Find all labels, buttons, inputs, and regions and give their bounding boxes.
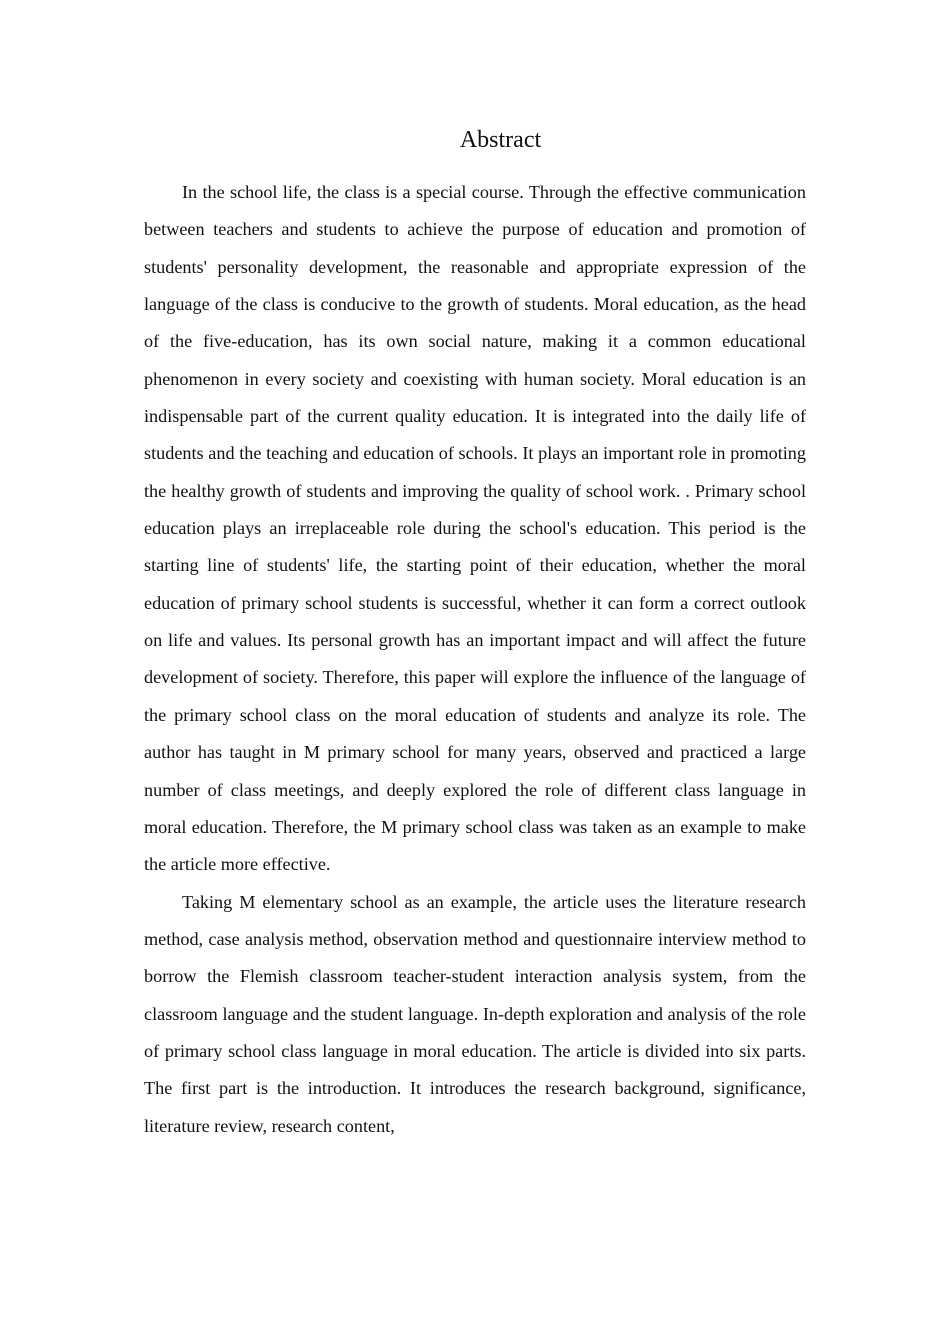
abstract-body — [144, 174, 806, 1145]
abstract-paragraph-2: Taking M elementary school as an example, the article uses the literature research method, case analysis method, observation method and questionnaire interview method to borrow the Flemish classroom teacher-student interaction analysis system, from the classroom language and the student language. In-depth exploration and analysis of the role of primary school class language in moral education. The article is divided into six parts. The first part is the introduction. It introduces the research background, significance, literature review, research content, — [144, 891, 806, 1136]
abstract-heading: Abstract — [459, 127, 542, 153]
abstract-paragraph-1: In the school life, the class is a special course. Through the effective communication between teachers and students to achieve the purpose of education and promotion of students' personality development, the reasonable and appropriate expression of the language of the class is conducive to the growth of students. Moral education, as the head of the five-education, has its own social nature, making it a common educational phenomenon in every society and coexisting with human society. Moral education is an indispensable part of the current quality education. It is integrated into the daily life of students and the teaching and education of schools. It plays an important role in promoting the healthy growth of students and improving the quality of school work. . Primary school education plays an irreplaceable role during the school's education. This period is the starting line of students' life, the starting point of their education, whether the moral education of primary school students is successful, whether it can form a correct outlook on life and values. Its personal growth has an important impact and will affect the future development of society. Therefore, this paper will explore the influence of the language of the primary school class on the moral education of students and analyze its role. The author has taught in M primary school for many years, observed and practiced a large number of class meetings, and deeply explored the role of different class language in moral education. Therefore, the M primary school class was taken as an example to make the article more effective. — [144, 182, 806, 875]
